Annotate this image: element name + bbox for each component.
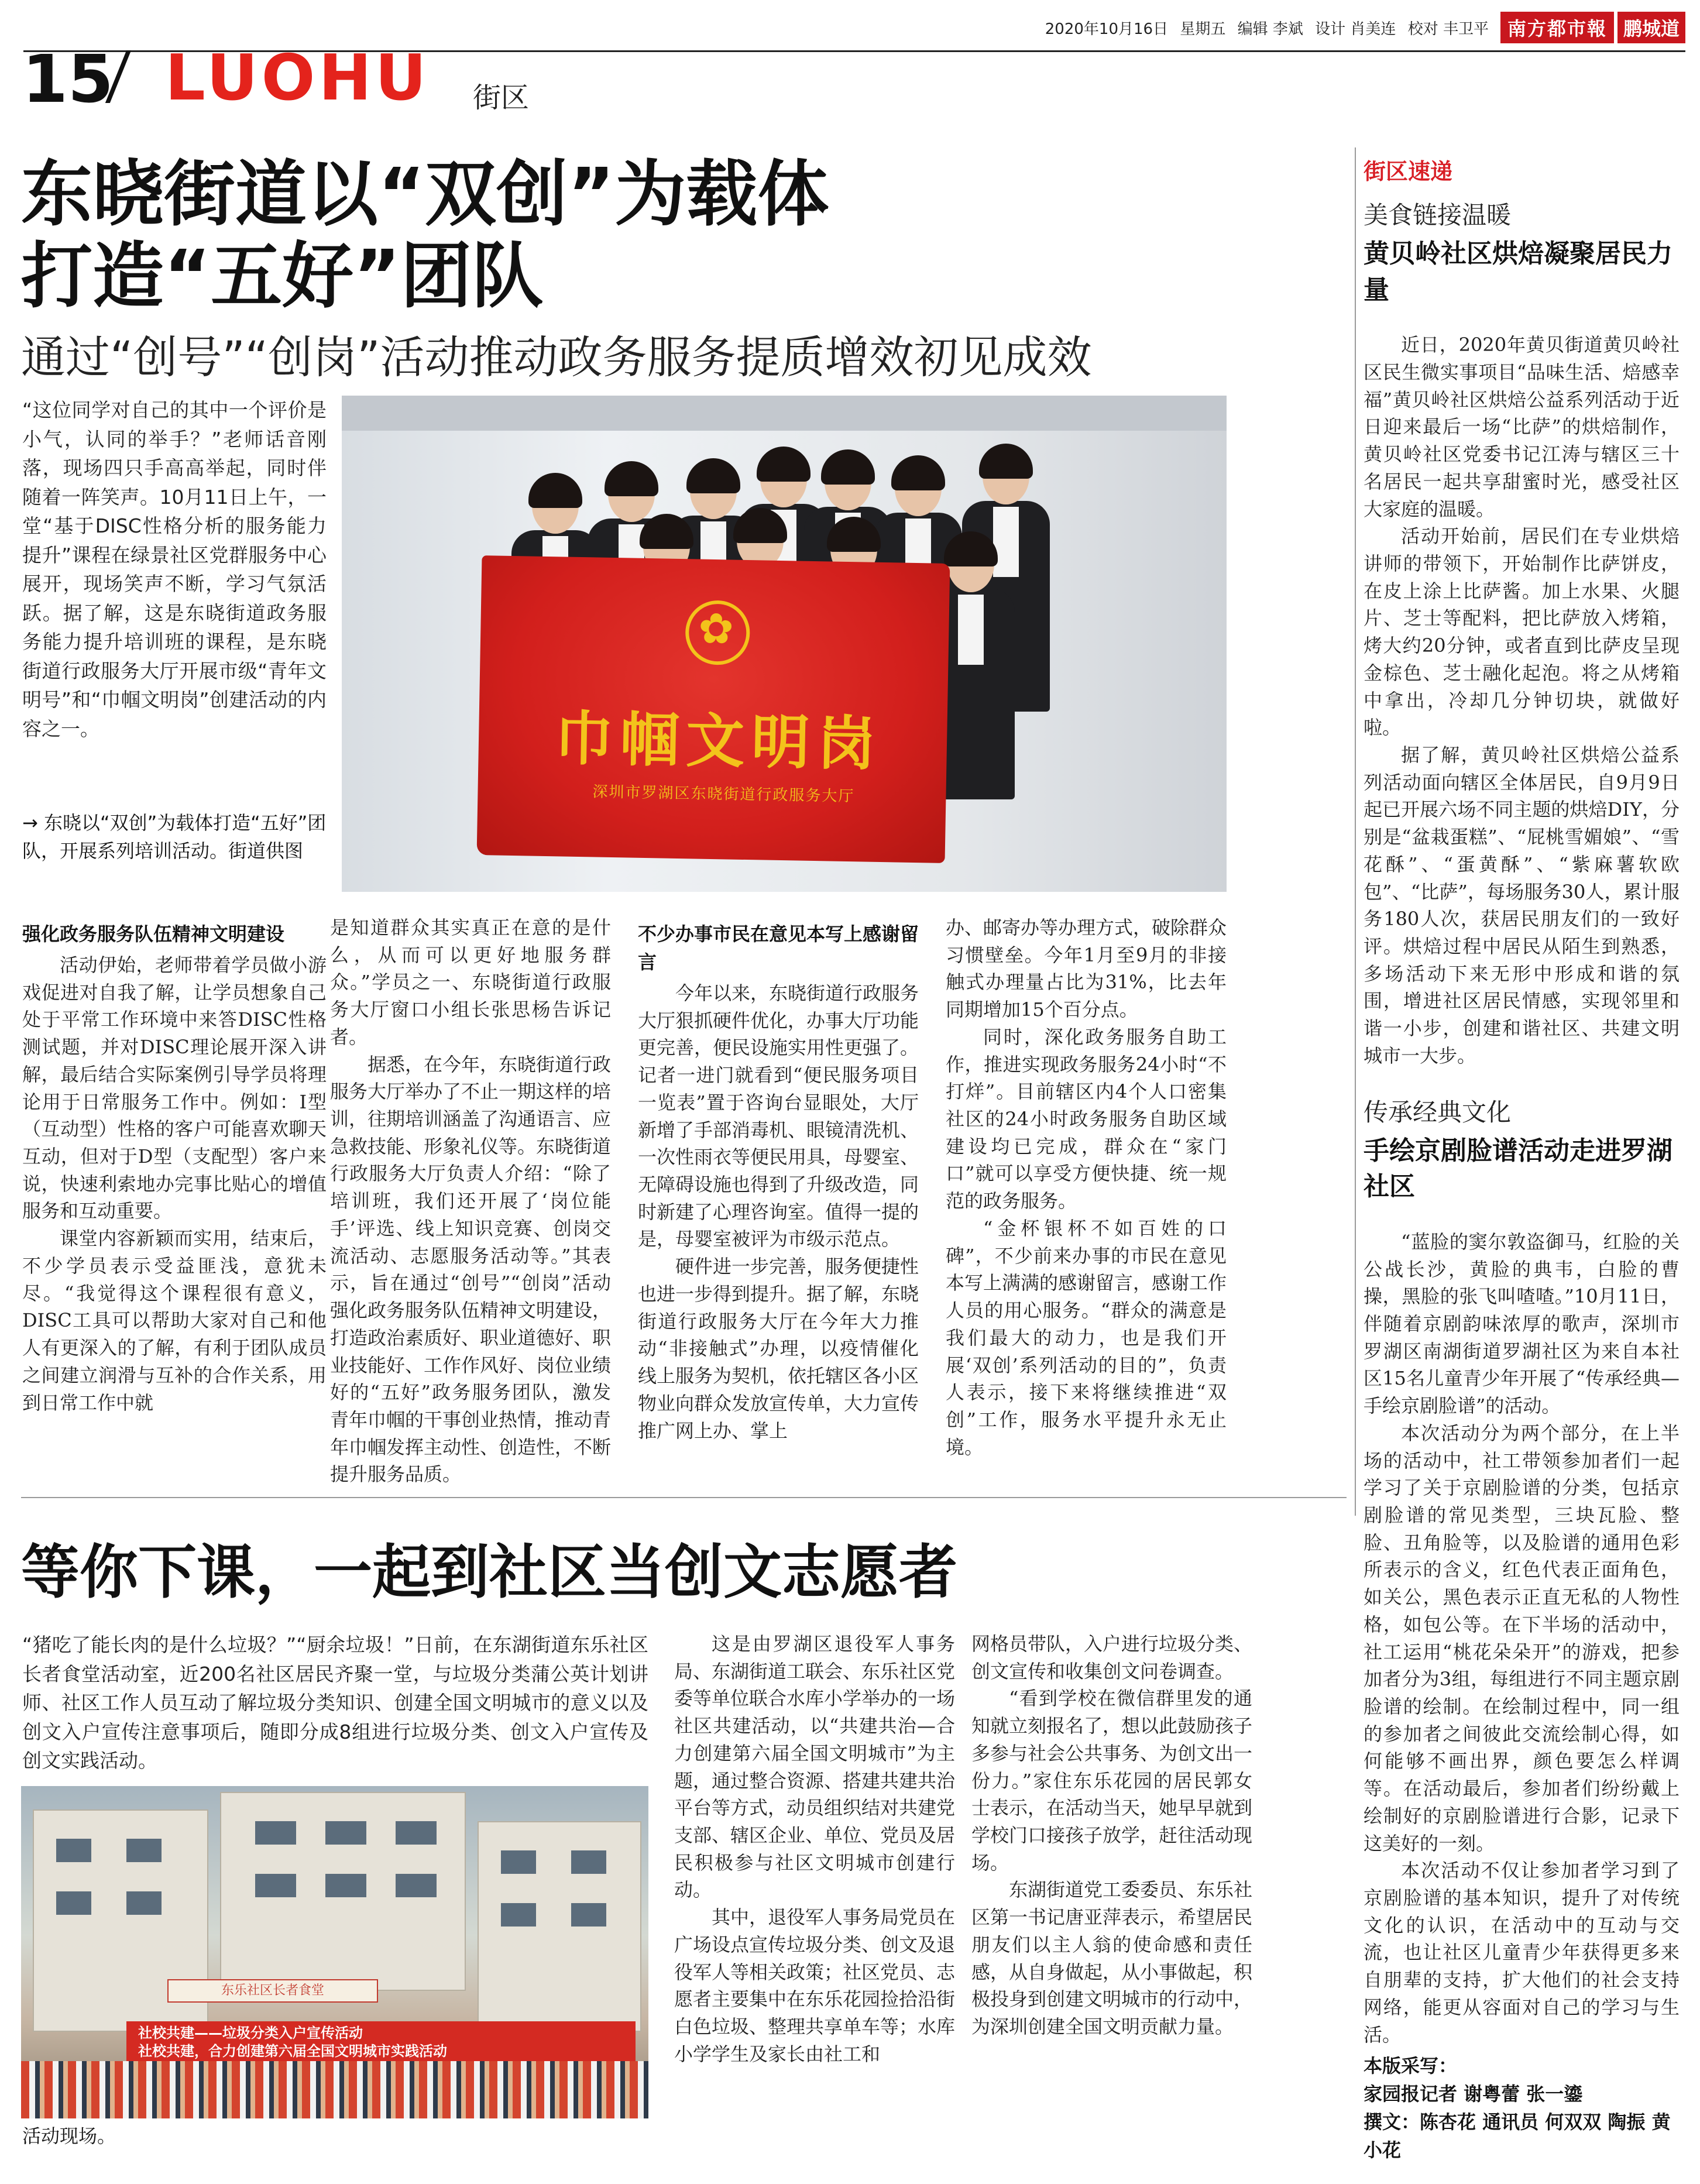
photo-ceiling [342, 396, 1227, 431]
story1-subtitle-2: 不少办事市民在意见本写上感谢留言 [638, 923, 919, 973]
paragraph: 其中，退役军人事务局党员在广场设点宣传垃圾分类、创文及退役军人等相关政策；社区党员、志愿者主要集中在东乐花园捡拾沿街白色垃圾、整理共享单车等；水库小学学生及家长由社工和 [674, 1906, 956, 2065]
paragraph: 近日，2020年黄贝街道黄贝岭社区民生微实事项目“品味生活、焙感幸福”黄贝岭社区烘焙公益系列活动于近日迎来最后一场“比萨”的烘焙制作，黄贝岭社区党委书记江涛与辖区三十名居民一起共享甜蜜时光，感受社区大家庭的温暖。 [1364, 334, 1680, 520]
sidebar-story2-headline: 手绘京剧脸谱活动走进罗湖社区 [1364, 1135, 1672, 1202]
story1-headline-line1: 东晓街道以“双创”为载体 [21, 153, 829, 236]
paragraph: 同时，深化政务服务自助工作，推进实现政务服务24小时“不打烊”。目前辖区内4个人口密集社区的24小时政务服务自助区域建设均已完成，群众在“家门口”就可以享受方便快捷、统一规范的政务服务。 [946, 1025, 1227, 1213]
story1-column-1 [22, 914, 327, 1416]
team-photo [342, 396, 1227, 892]
paragraph: “看到学校在微信群里发的通知就立刻报名了，想以此鼓励孩子多参与社会公共事务、为创文出一份力。”家住东乐花园的居民郭女士表示，在活动当天，她早早就到学校门口接孩子放学，赶往活动现场。 [971, 1687, 1253, 1874]
story1-column-3 [638, 914, 919, 1444]
paragraph: 活动伊始，老师带着学员做小游戏促进对自我了解，让学员想象自己处于平常工作环境中来答DISC性格测试题，并对DISC理论展开深入讲解，最后结合实际案例引导学员将理论用于日常服务工作中。例如：I型（互动型）性格的客户可能喜欢聊天互动，但对于D型（支配型）客户来说，快速利索地办完事比贴心的增值服务和互动重要。 [22, 954, 327, 1223]
sidebar-tag: 街区速递 [1364, 159, 1453, 184]
event-banner-line2: 社校共建，合力创建第六届全国文明城市实践活动 [138, 2043, 447, 2059]
story1-headline-line2: 打造“五好”团队 [21, 235, 544, 318]
paragraph: 东湖街道党工委委员、东乐社区第一书记唐亚萍表示，希望居民朋友们以主人翁的使命感和责任感，从自身做起，从小事做起，积极投身到创建文明城市的行动中，为深圳创建全国文明贡献力量。 [971, 1879, 1253, 2038]
proofreader-credit: 校对 丰卫平 [1407, 20, 1489, 38]
byline-reporters: 家园报记者 谢粤蕾 张一鎏 [1364, 2083, 1583, 2106]
issue-weekday: 星期五 [1180, 20, 1226, 38]
crowd-of-residents [21, 2061, 648, 2118]
flag-title: 巾帼文明岗 [554, 703, 884, 779]
story1-column-4 [946, 914, 1227, 1461]
designer-credit: 设计 肖美连 [1315, 20, 1396, 38]
event-photo [21, 1786, 648, 2118]
paragraph: 据了解，黄贝岭社区烘焙公益系列活动面向辖区全体居民，自9月9日起已开展六场不同主题的烘焙DIY，分别是“盆栽蛋糕”、“屁桃雪媚娘”、“雪花酥”、“蛋黄酥”、“紫麻薯软欧包”、“比萨”，每场服务30人，累计服务180人次，获居民朋友们的一致好评。烘焙过程中居民从陌生到熟悉，多场活动下来无形中形成和谐的氛围，增进社区居民情感，实现邻里和谐一小步，创建和谐社区、共建文明城市一大步。 [1364, 743, 1680, 1067]
paragraph: 课堂内容新颖而实用，结束后，不少学员表示受益匪浅，意犹未尽。“我觉得这个课程很有意义，DISC工具可以帮助大家对自己和他人有更深入的了解，有利于团队成员之间建立润滑与互补的合作关系，用到日常工作中就 [22, 1227, 327, 1414]
sidebar-story1-body [1364, 331, 1680, 1069]
paragraph: 据悉，在今年，东晓街道行政服务大厅举办了不止一期这样的培训，往期培训涵盖了沟通语言、应急救技能、形象礼仪等。东晓街道行政服务大厅负责人介绍：“除了培训班，我们还开展了‘岗位能手’评选、线上知识竞赛、创岗交流活动、志愿服务活动等。”其表示，旨在通过“创号”“创岗”活动强化政务服务队伍精神文明建设，打造政治素质好、职业道德好、职业技能好、工作作风好、岗位业绩好的“五好”政务服务团队，激发青年巾帼的干事创业热情，推动青年巾帼发挥主动性、创造性，不断提升服务品质。 [330, 1053, 612, 1486]
story1-photo-caption: → 东晓以“双创”为载体打造“五好”团队，开展系列培训活动。街道供图 [22, 812, 327, 862]
paragraph: “蓝脸的窦尔敦盗御马，红脸的关公战长沙，黄脸的典韦，白脸的曹操，黑脸的张飞叫喳喳。”10月11日，伴随着京剧韵味浓厚的歌声，深圳市罗湖区南湖街道罗湖社区为来自本社区15名儿童青少年开展了“传承经典—手绘京剧脸谱”的活动。 [1364, 1230, 1680, 1417]
story1-headline [21, 153, 1279, 318]
canteen-sign: 东乐社区长者食堂 [167, 1979, 378, 2003]
editor-credit: 编辑 李斌 [1237, 20, 1303, 38]
byline-label: 本版采写： [1364, 2055, 1458, 2077]
page-number: 15 [22, 42, 114, 118]
story2-intro [22, 1630, 648, 1776]
red-banner-flag [477, 555, 950, 863]
newspaper-logo [1500, 12, 1685, 43]
story1-intro-text: “这位同学对自己的其中一个评价是小气，认同的举手？”老师话音刚落，现场四只手高高举起，同时伴随着一阵笑声。10月11日上午，一堂“基于DISC性格分析的服务能力提升”课程在绿景社区党群服务中心展开，现场笑声不断，学习气氛活跃。据了解，这是东晓街道政务服务能力提升培训班的课程，是东晓街道行政服务大厅开展市级“青年文明号”和“巾帼文明岗”创建活动的内容之一。 [22, 399, 327, 740]
flag-subtitle: 深圳市罗湖区东晓街道行政服务大厅 [592, 783, 855, 806]
story1-column-2 [330, 914, 611, 1488]
story2-headline: 等你下课，一起到社区当创文志愿者 [21, 1538, 957, 1606]
paragraph: 是知道群众其实真正在意的是什么，从而可以更好地服务群众。”学员之一、东晓街道行政服务大厅窗口小组长张思杨告诉记者。 [330, 916, 611, 1048]
story-divider [21, 1497, 1347, 1498]
edition-name: 鹏城道 [1617, 12, 1685, 43]
sidebar-story2-kicker: 传承经典文化 [1364, 1097, 1512, 1127]
byline-writers: 撰文：陈杏花 通讯员 何双双 陶振 黄小花 [1364, 2111, 1671, 2162]
paper-name: 南方都市報 [1500, 12, 1614, 43]
section-name-cn: 街区 [473, 81, 530, 114]
paragraph: 今年以来，东晓街道行政服务大厅狠抓硬件优化，办事大厅功能更完善，便民设施实用性更强了。记者一进门就看到“便民服务项目一览表”置于咨询台显眼处，大厅新增了手部消毒机、眼镜清洗机、一次性雨衣等便民用具，母婴室、无障碍设施也得到了升级改造，同时新建了心理咨询室。值得一提的是，母婴室被评为市级示范点。 [638, 982, 919, 1251]
story2-column-2 [971, 1630, 1252, 2041]
womens-federation-emblem-icon [685, 600, 750, 665]
sidebar-story1-kicker: 美食链接温暖 [1364, 201, 1512, 229]
paragraph: “金杯银杯不如百姓的口碑”，不少前来办事的市民在意见本写上满满的感谢留言，感谢工作人员的用心服务。“群众的满意是我们最大的动力，也是我们开展‘双创’系列活动的目的”，负责人表示，接下来将继续推进“双创”工作，服务水平提升永无止境。 [946, 1217, 1227, 1458]
section-name-en: LUOHU [165, 42, 430, 115]
issue-date: 2020年10月16日 [1045, 20, 1169, 38]
story1-subhead: 通过“创号”“创岗”活动推动政务服务提质增效初见成效 [21, 331, 1092, 383]
story1-intro [22, 396, 327, 743]
story2-photo-caption: 活动现场。 [22, 2125, 116, 2147]
event-banner-line1: 社校共建——垃圾分类入户宣传活动 [138, 2024, 363, 2041]
edition-meta [1038, 17, 1489, 39]
sidebar-story1-headline: 黄贝岭社区烘焙凝聚居民力量 [1364, 239, 1672, 305]
story2-intro-text: “猪吃了能长肉的是什么垃圾？”“厨余垃圾！”日前，在东湖街道东乐社区长者食堂活动室，近200名社区居民齐聚一堂，与垃圾分类蒲公英计划讲师、社区工作人员互动了解垃圾分类知识、创建全国文明城市的意义以及创文入户宣传注意事项后，随即分成8组进行垃圾分类、创文入户宣传及创文实践活动。 [22, 1633, 648, 1772]
paragraph: 这是由罗湖区退役军人事务局、东湖街道工联会、东乐社区党委等单位联合水库小学举办的一场社区共建活动，以“共建共治—合力创建第六届全国文明城市”为主题，通过整合资源、搭建共建共治平台等方式，动员组织结对共建党支部、辖区企业、单位、党员及居民积极参与社区文明城市创建行动。 [674, 1633, 956, 1901]
story2-column-1 [674, 1630, 955, 2068]
sidebar-story2-body [1364, 1228, 1680, 2049]
sidebar-divider [1355, 147, 1356, 1516]
paragraph: 活动开始前，居民们在专业烘焙讲师的带领下，开始制作比萨饼皮，在皮上涂上比萨酱。加上水果、火腿片、芝士等配料，把比萨放入烤箱，烤大约20分钟，或者直到比萨皮呈现金棕色、芝士融化起泡。将之从烤箱中拿出，冷却几分钟切块，就做好啦。 [1364, 525, 1680, 739]
paragraph: 本次活动分为两个部分，在上半场的活动中，社工带领参加者们一起学习了关于京剧脸谱的分类，包括京剧脸谱的常见类型，三块瓦脸、整脸、丑角脸等，以及脸谱的通用色彩所表示的含义，红色代表正面角色，如关公，黑色表示正直无私的人物性格，如包公等。在下半场的活动中，社工运用“桃花朵朵开”的游戏，把参加者分为3组，每组进行不同主题京剧脸谱的绘制。在绘制过程中，同一组的参加者之间彼此交流绘制心得，如何能够不画出界，颜色要怎么样调等。在活动最后，参加者们纷纷戴上绘制好的京剧脸谱进行合影，记录下这美好的一刻。 [1364, 1421, 1680, 1855]
story1-subtitle-1: 强化政务服务队伍精神文明建设 [22, 923, 285, 945]
sidebar-column [1364, 153, 1680, 2164]
event-banner [126, 2021, 636, 2063]
paragraph: 本次活动不仅让参加者学习到了京剧脸谱的基本知识，提升了对传统文化的认识，在活动中的互动与交流，也让社区儿童青少年获得更多来自朋辈的支持，扩大他们的社会支持网络，能更从容面对自己的学习与生活。 [1364, 1859, 1680, 2046]
paragraph: 硬件进一步完善，服务便捷性也进一步得到提升。据了解，东晓街道行政服务大厅在今年大力推动“非接触式”办理，以疫情催化线上服务为契机，依托辖区各小区物业向群众发放宣传单，大力宣传推广网上办、掌上 [638, 1255, 919, 1442]
paragraph: 网格员带队，入户进行垃圾分类、创文宣传和收集创文问卷调查。 [971, 1633, 1253, 1682]
paragraph: 办、邮寄办等办理方式，破除群众习惯壁垒。今年1月至9月的非接触式办理量占比为31%，比去年同期增加15个百分点。 [946, 916, 1227, 1021]
